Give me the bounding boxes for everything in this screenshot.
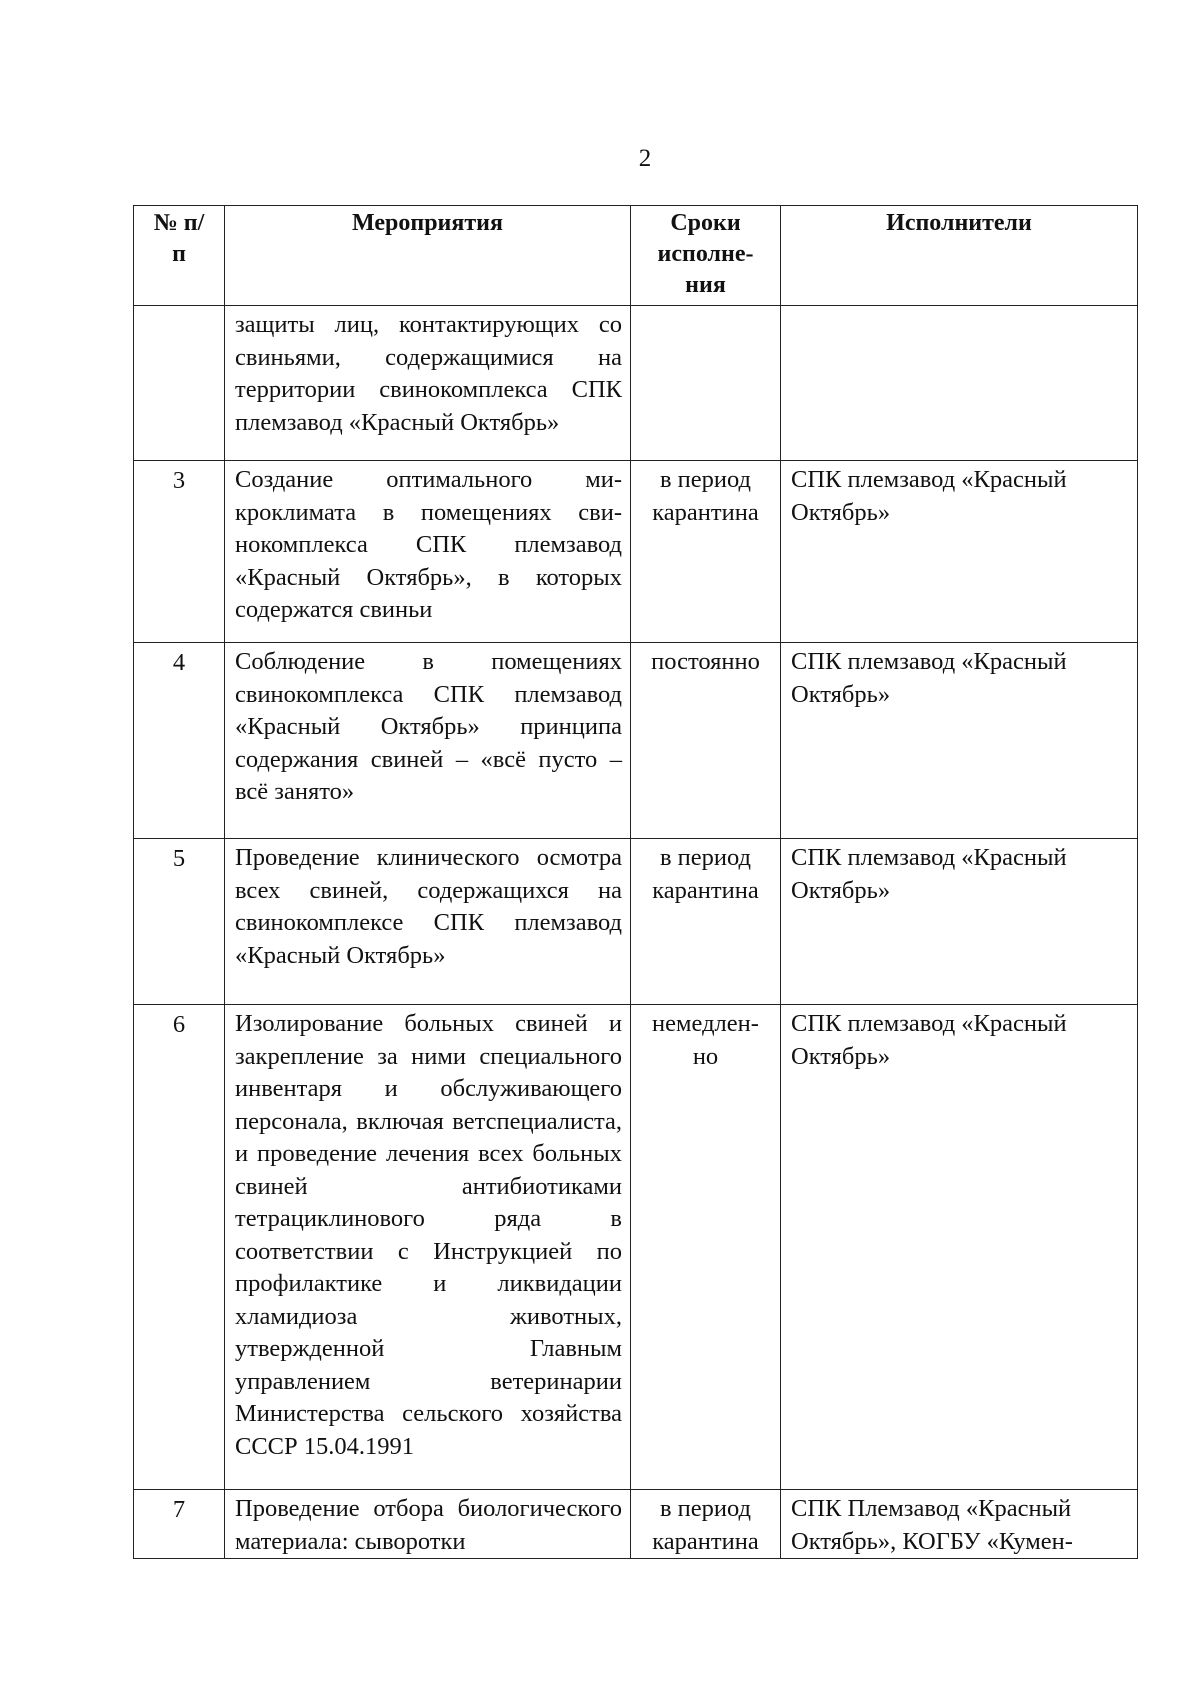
row-executor: СПК племзавод «Красный Октябрь» [781, 839, 1138, 1005]
header-terms: Сроки исполне- ния [631, 206, 781, 306]
row-term [631, 306, 781, 461]
table-header-row [134, 206, 1138, 306]
header-num [134, 206, 225, 306]
row-num: 5 [134, 839, 225, 1005]
row-executor: СПК племзавод «Красный Октябрь» [781, 1005, 1138, 1490]
page-number: 2 [638, 145, 652, 172]
row-measure: Изолирование больных свиней и закрепление за ними специального инвентаря и обслуживающего персонала, включая ветспециалиста, и проведение лечения всех больных свиней антибиотиками тетрациклинового ряда в соответствии с Инструкцией по профилактике и ликвидации хламидиоза животных, утвержденной Главным управлением ветеринарии Министерства сельского хозяйства СССР 15.04.1991 [225, 1005, 631, 1490]
table-row [134, 306, 1138, 461]
row-num: 4 [134, 643, 225, 839]
table-row [134, 839, 1138, 1005]
table-row [134, 1005, 1138, 1490]
row-num: 7 [134, 1490, 225, 1559]
row-num: 6 [134, 1005, 225, 1490]
row-executor [781, 306, 1138, 461]
header-executors: Исполнители [781, 206, 1138, 306]
row-term: в период карантина [631, 1490, 781, 1559]
row-measure: Соблюдение в помещениях свинокомплекса СПК племзавод «Красный Октябрь» принципа содержания свиней – «всё пусто – всё занято» [225, 643, 631, 839]
table-row [134, 643, 1138, 839]
row-term: постоянно [631, 643, 781, 839]
row-term: немедлен- но [631, 1005, 781, 1490]
row-measure: Проведение клинического осмотра всех свиней, содержащихся на свинокомплексе СПК племзавод «Красный Октябрь» [225, 839, 631, 1005]
row-num [134, 306, 225, 461]
row-measure: защиты лиц, контактирующих со свиньями, содержащимися на территории свинокомплекса СПК племзавод «Красный Октябрь» [225, 306, 631, 461]
table-row [134, 461, 1138, 643]
row-executor: СПК племзавод «Красный Октябрь» [781, 461, 1138, 643]
row-measure: Создание оптимального микроклимата в помещениях свинокомплекса СПК племзавод «Красный Октябрь», в которых содержатся свиньи [225, 461, 631, 643]
row-term: в период карантина [631, 461, 781, 643]
row-executor: СПК Племзавод «Красный Октябрь», КОГБУ «Кумен- [781, 1490, 1138, 1559]
row-term: в период карантина [631, 839, 781, 1005]
measures-table [133, 205, 1138, 1559]
header-measures: Мероприятия [225, 206, 631, 306]
row-executor: СПК племзавод «Красный Октябрь» [781, 643, 1138, 839]
table-row [134, 1490, 1138, 1559]
header-num-text: № п/п [153, 210, 205, 267]
row-num: 3 [134, 461, 225, 643]
row-measure: Проведение отбора биологического материала: сыворотки [225, 1490, 631, 1559]
